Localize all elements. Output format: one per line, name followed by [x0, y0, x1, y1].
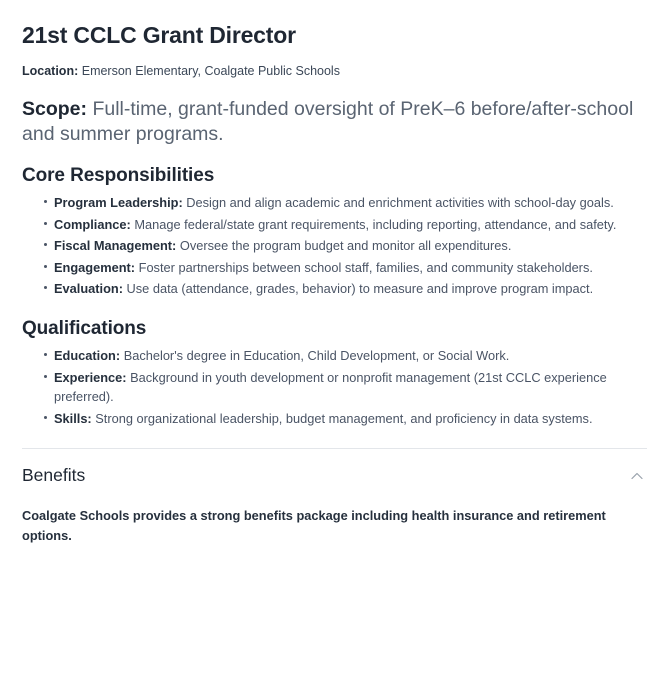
list-item	[44, 236, 647, 255]
list-item	[44, 258, 647, 277]
scope-label: Scope:	[22, 97, 88, 120]
scope-value: Full-time, grant-funded oversight of PreK–6 before/after-school and summer programs.	[22, 97, 634, 145]
chevron-up-icon[interactable]	[629, 468, 645, 484]
benefits-accordion-body: Coalgate Schools provides a strong benefits package including health insurance and retirement options.	[22, 508, 606, 543]
list-item-label: Engagement:	[54, 259, 136, 275]
list-item-label: Program Leadership:	[54, 195, 183, 211]
scope-line	[22, 97, 647, 148]
benefits-accordion-header[interactable]	[22, 449, 647, 500]
location-line	[22, 63, 647, 81]
list-item-label: Skills:	[54, 410, 92, 426]
list-item	[44, 409, 647, 428]
list-item-label: Compliance:	[54, 216, 131, 232]
benefits-accordion	[22, 449, 647, 546]
list-item	[44, 368, 647, 407]
list-item-text: Strong organizational leadership, budget management, and proficiency in data systems.	[95, 410, 593, 426]
section-heading-qualifications: Qualifications	[22, 318, 147, 340]
list-item-text: Foster partnerships between school staff, families, and community stakeholders.	[138, 259, 593, 275]
location-value: Emerson Elementary, Coalgate Public Schools	[81, 64, 340, 78]
list-item-text: Use data (attendance, grades, behavior) to measure and improve program impact.	[126, 280, 594, 296]
list-item-label: Experience:	[54, 369, 127, 385]
qualifications-list	[22, 346, 647, 428]
list-item-label: Education:	[54, 348, 121, 364]
list-item-text: Background in youth development or nonprofit management (21st CCLC experience preferred).	[54, 369, 607, 405]
location-label: Location:	[22, 64, 79, 78]
list-item-text: Bachelor's degree in Education, Child Development, or Social Work.	[123, 348, 510, 364]
list-item-text: Manage federal/state grant requirements, including reporting, attendance, and safety.	[134, 216, 617, 232]
page-title: 21st CCLC Grant Director	[22, 22, 296, 48]
list-item-text: Design and align academic and enrichment activities with school-day goals.	[186, 195, 614, 211]
list-item-label: Evaluation:	[54, 280, 123, 296]
list-item-label: Fiscal Management:	[54, 238, 177, 254]
list-item	[44, 279, 647, 298]
list-item	[44, 346, 647, 365]
section-heading-core-responsibilities: Core Responsibilities	[22, 165, 215, 187]
list-item	[44, 193, 647, 212]
core-responsibilities-list	[22, 193, 647, 298]
benefits-accordion-title: Benefits	[22, 465, 86, 486]
list-item-text: Oversee the program budget and monitor all expenditures.	[179, 238, 512, 254]
list-item	[44, 215, 647, 234]
